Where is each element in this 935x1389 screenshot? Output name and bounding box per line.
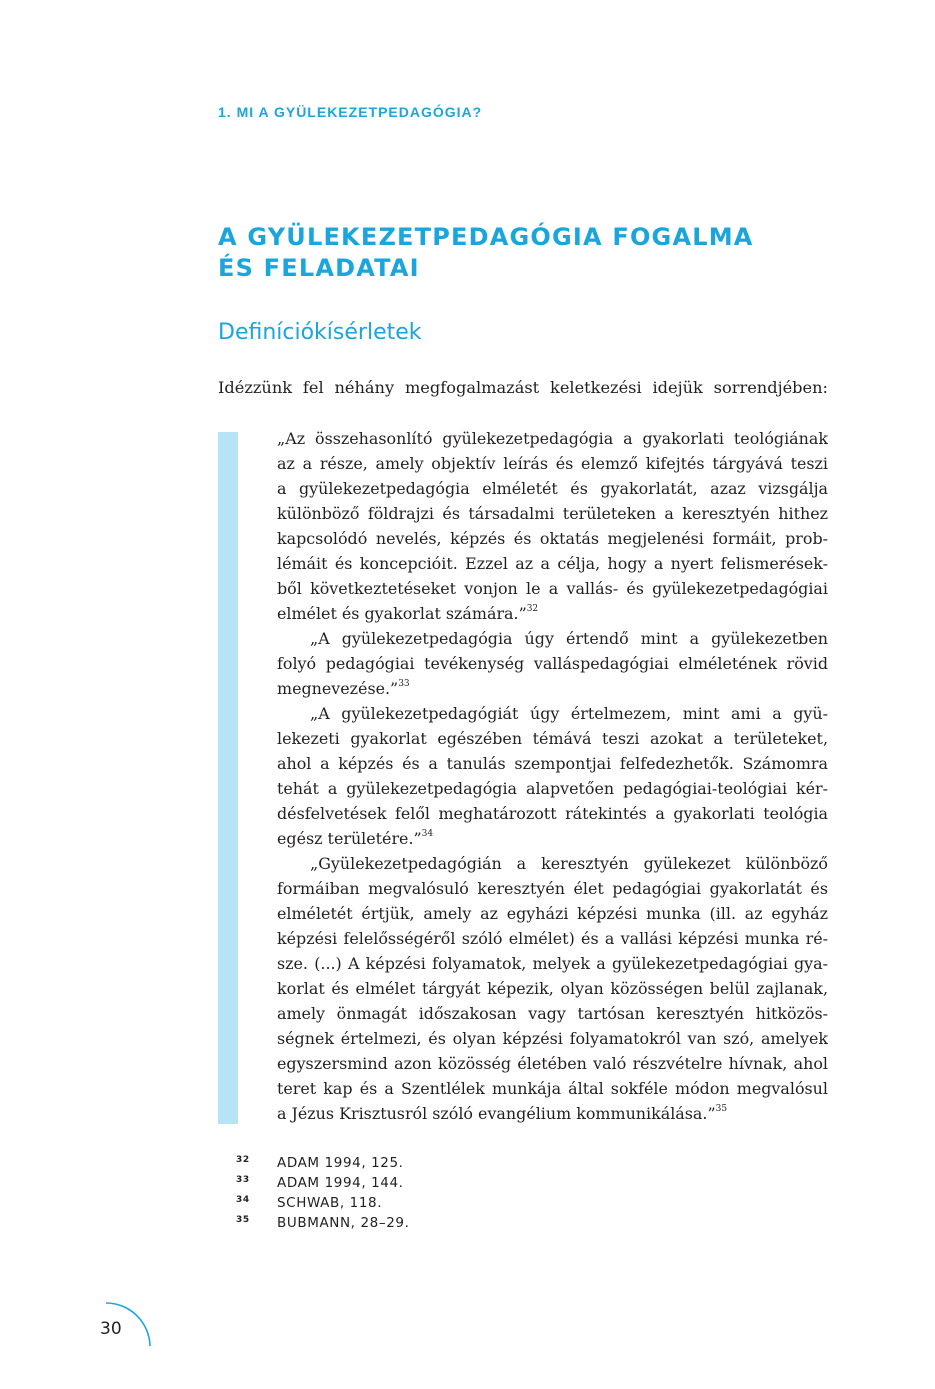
quote-line: ből következtetéseket vonjon le a vallás- és gyülekezetpedagógiai (277, 579, 828, 598)
running-head: 1. MI A GYÜLEKEZETPEDAGÓGIA? (218, 104, 483, 120)
quote-line-text: megnevezése.” (277, 679, 399, 698)
footnote (236, 1173, 409, 1193)
quote-line: „Az összehasonlító gyülekezetpedagógia a gyakorlati teológiának (277, 429, 828, 448)
quote-line: teret kap és a Szentlélek munkája által sokféle módon megvalósul (277, 1079, 828, 1098)
quote-paragraph (277, 626, 828, 701)
footnote (236, 1193, 409, 1213)
chapter-title-line-2: ÉS FELADATAI (218, 254, 420, 282)
quote-accent-bar (218, 432, 238, 1124)
quote-line: „A gyülekezetpedagógia úgy értendő mint a gyülekezetben (310, 629, 828, 648)
quote-line: lekezeti gyakorlat egészében témává teszi azokat a területeket, (277, 729, 828, 748)
quote-paragraph (277, 426, 828, 626)
footnote-number: 35 (236, 1215, 250, 1225)
quote-line: elméletét értjük, amely az egyházi képzési munka (ill. az egyház (277, 904, 828, 923)
quote-line: egyszersmind azon közösség életében való részvételre hívnak, ahol (277, 1054, 828, 1073)
page-number: 30 (100, 1319, 122, 1339)
quote-line: a gyülekezetpedagógia elméletét és gyakorlatát, azaz vizsgálja (277, 479, 828, 498)
quote-paragraph (277, 701, 828, 851)
quote-line: „A gyülekezetpedagógiát úgy értelmezem, mint ami a gyü- (310, 704, 828, 723)
footnote-number: 33 (236, 1175, 250, 1185)
quote-line: sze. (...) A képzési folyamatok, melyek a gyülekezetpedagógiai gya- (277, 954, 828, 973)
quote-block (277, 426, 828, 1126)
footnote (236, 1153, 409, 1173)
quote-line: tehát a gyülekezetpedagógia alapvetően pedagógiai-teológiai kér- (277, 779, 828, 798)
quote-line: ségnek értelmezi, és olyan képzési folyamatokról van szó, amelyek (277, 1029, 828, 1048)
footnote-text: SCHWAB, 118. (277, 1195, 383, 1211)
footnote-reference[interactable]: 32 (526, 604, 539, 614)
chapter-title (218, 222, 828, 284)
quote-line-text: elmélet és gyakorlat számára.” (277, 604, 527, 623)
section-title: Definíciókísérletek (218, 320, 422, 345)
footnote-number: 32 (236, 1155, 250, 1165)
quote-line: kapcsolódó nevelés, képzés és oktatás megjelenési formáit, prob- (277, 529, 828, 548)
quote-line: formáiban megvalósuló keresztyén élet pedagógiai gyakorlatát és (277, 879, 828, 898)
quote-line: amely önmagát időszakosan vagy tartósan keresztyén hitközös- (277, 1004, 828, 1023)
footnotes (236, 1153, 409, 1233)
quote-line: képzési felelősségéről szóló elmélet) és a vallási képzési munka ré- (277, 929, 828, 948)
intro-paragraph: Idézzünk fel néhány megfogalmazást keletkezési idejük sorrendjében: (218, 378, 828, 397)
quote-line (277, 826, 828, 851)
footnote-reference[interactable]: 34 (421, 829, 434, 839)
quote-line: különböző földrajzi és társadalmi területeken a keresztyén hithez (277, 504, 828, 523)
quote-line: lémáit és koncepcióit. Ezzel az a célja, hogy a nyert felismerések- (277, 554, 828, 573)
footnote-reference[interactable]: 33 (398, 679, 410, 689)
quote-line: az a része, amely objektív leírás és elemző kifejtés tárgyává teszi (277, 454, 828, 473)
quote-line (277, 676, 828, 701)
footnote (236, 1213, 409, 1233)
chapter-title-line-1: A GYÜLEKEZETPEDAGÓGIA FOGALMA (218, 223, 754, 251)
footnote-number: 34 (236, 1195, 250, 1205)
footnote-text: BUBMANN, 28–29. (277, 1215, 410, 1231)
footnote-text: ADAM 1994, 125. (277, 1155, 404, 1171)
quote-paragraph (277, 851, 828, 1126)
quote-line (277, 1101, 828, 1126)
quote-line: korlat és elmélet tárgyát képezik, olyan közösségen belül zajlanak, (277, 979, 828, 998)
quote-line-text: a Jézus Krisztusról szóló evangélium kommunikálása.” (277, 1104, 716, 1123)
quote-line: „Gyülekezetpedagógián a keresztyén gyülekezet különböző (310, 854, 828, 873)
quote-line: ahol a képzés és a tanulás szempontjai felfedezhetők. Számomra (277, 754, 828, 773)
quote-line: folyó pedagógiai tevékenység valláspedagógiai elméletének rövid (277, 654, 828, 673)
footnote-reference[interactable]: 35 (715, 1104, 728, 1114)
quote-line (277, 601, 828, 626)
quote-line: désfelvetések felől meghatározott rátekintés a gyakorlati teológia (277, 804, 828, 823)
quote-line-text: egész területére.” (277, 829, 422, 848)
footnote-text: ADAM 1994, 144. (277, 1175, 404, 1191)
